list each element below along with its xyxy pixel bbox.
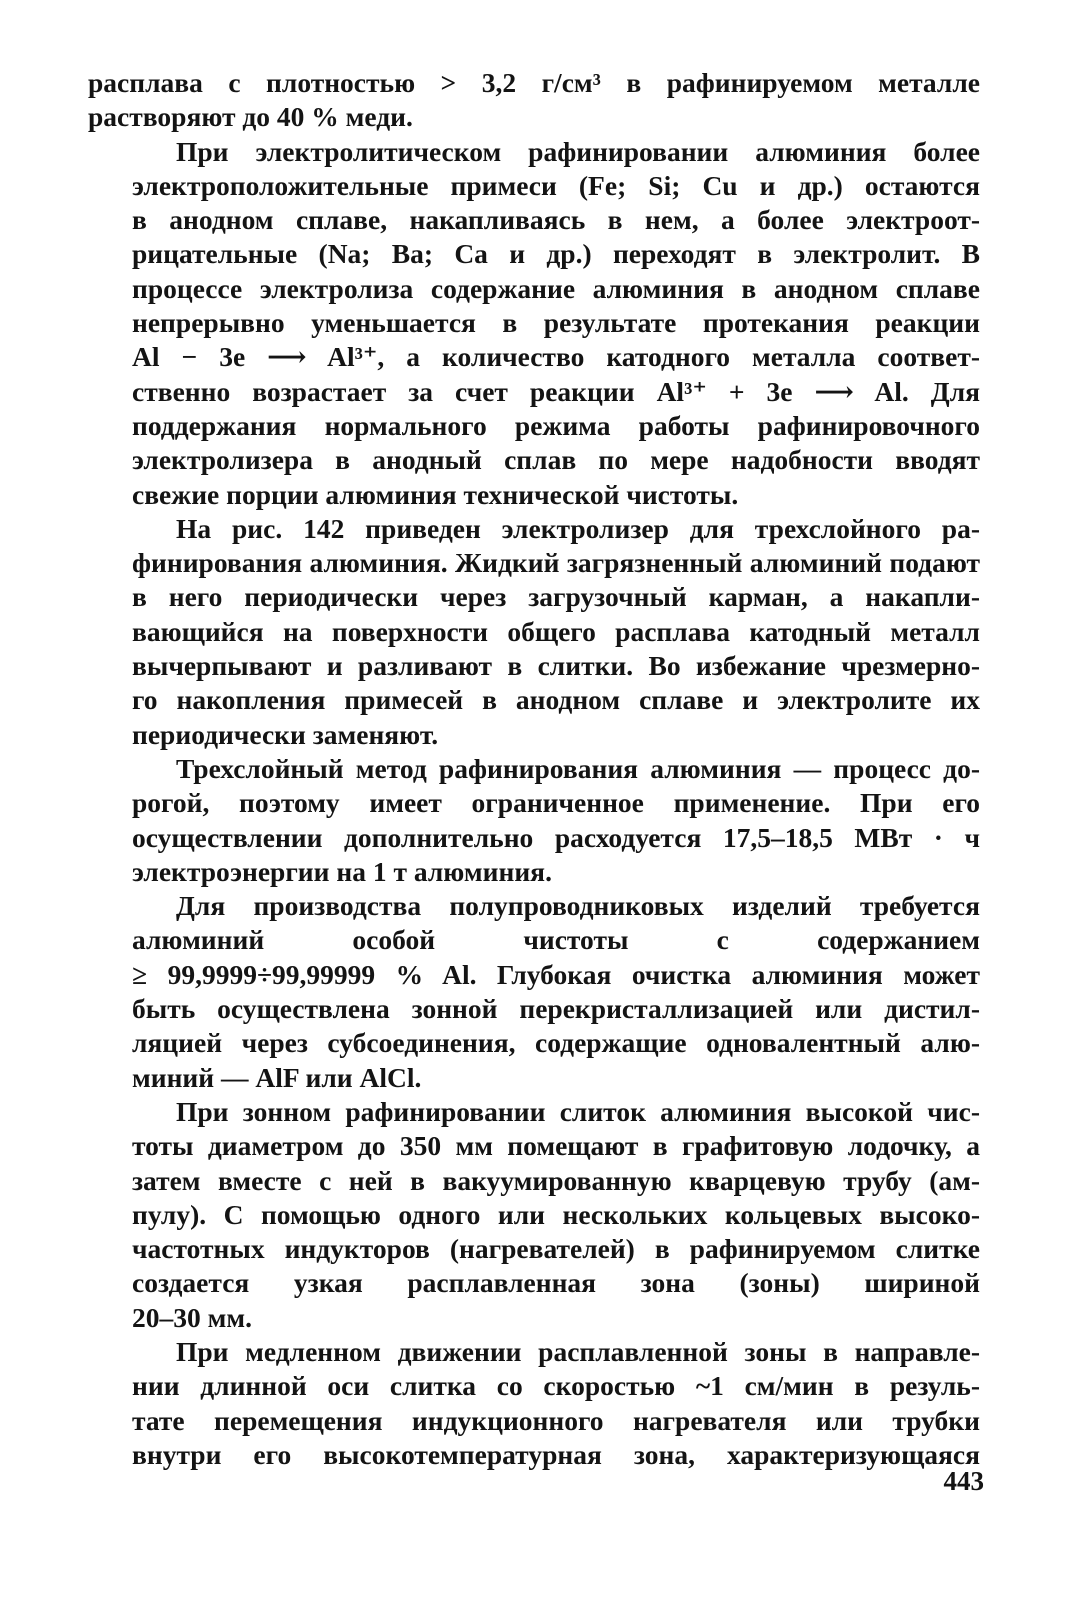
text-line: в него периодически через загрузочный карман, а накапли-: [132, 581, 980, 613]
text-line: 20–30 мм.: [132, 1301, 252, 1333]
text-line: пулу). С помощью одного или нескольких кольцевых высоко-: [132, 1198, 980, 1230]
text-line: При зонном рафинировании слиток алюминия высокой чис-: [176, 1095, 980, 1127]
text-line: финирования алюминия. Жидкий загрязненный алюминий подают: [132, 547, 980, 579]
text-line: периодически заменяют.: [132, 718, 439, 750]
text-line: ляцией через субсоединения, содержащие одновалентный алю-: [132, 1027, 980, 1059]
text-line: ственно возрастает за счет реакции Al³⁺ + 3e ⟶ Al. Для: [132, 375, 980, 407]
text-line: нии длинной оси слитка со скоростью ~1 см/мин в резуль-: [132, 1370, 980, 1402]
text-line: непрерывно уменьшается в результате протекания реакции: [132, 307, 980, 339]
text-line: поддержания нормального режима работы рафинировочного: [132, 409, 980, 441]
text-line: растворяют до 40 % меди.: [88, 101, 413, 133]
text-line: Трехслойный метод рафинирования алюминия — процесс до-: [176, 752, 980, 784]
text-line: При медленном движении расплавленной зоны в направле-: [176, 1335, 980, 1367]
text-line: рицательные (Na; Ba; Ca и др.) переходят в электролит. В: [132, 238, 980, 270]
text-line: внутри его высокотемпературная зона, характеризующаяся: [132, 1438, 980, 1470]
paragraph: [88, 512, 980, 752]
text-line: миний — AlF или AlCl.: [132, 1061, 422, 1093]
text-line: в анодном сплаве, накапливаясь в нем, а более электроот-: [132, 204, 980, 236]
text-line: электролизера в анодный сплав по мере надобности вводят: [132, 444, 980, 476]
text-line: При электролитическом рафинировании алюминия более: [176, 135, 980, 167]
paragraph: [88, 66, 980, 135]
text-line: На рис. 142 приведен электролизер для трехслойного ра-: [176, 512, 980, 544]
text-line: го накопления примесей в анодном сплаве и электролите их: [132, 684, 980, 716]
text-line: электроположительные примеси (Fe; Si; Cu и др.) остаются: [132, 169, 980, 201]
paragraph: [88, 135, 980, 512]
text-line: тате перемещения индукционного нагревателя или трубки: [132, 1404, 980, 1436]
text-line: Для производства полупроводниковых изделий требуется: [176, 890, 980, 922]
paragraph: [88, 1095, 980, 1335]
text-line: вычерпывают и разливают в слитки. Во избежание чрезмерно-: [132, 650, 980, 682]
paragraph: [88, 752, 980, 889]
text-line: алюминий особой чистоты с содержанием: [132, 924, 980, 956]
text-line: Al − 3e ⟶ Al³⁺, а количество катодного металла соответ-: [132, 341, 980, 373]
text-line: ≥ 99,9999÷99,99999 % Al. Глубокая очистка алюминия может: [132, 958, 980, 990]
paragraph: [88, 889, 980, 1095]
text-line: расплава с плотностью > 3,2 г/см³ в рафинируемом металле: [88, 67, 980, 98]
paragraph-list: [88, 66, 980, 1472]
text-line: вающийся на поверхности общего расплава катодный металл: [132, 615, 980, 647]
paragraph: [88, 1335, 980, 1472]
text-line: рогой, поэтому имеет ограниченное применение. При его: [132, 787, 980, 819]
text-line: затем вместе с ней в вакуумированную кварцевую трубу (ам-: [132, 1164, 980, 1196]
page-number: 443: [943, 1466, 984, 1496]
text-line: частотных индукторов (нагревателей) в рафинируемом слитке: [132, 1233, 980, 1265]
text-line: процессе электролиза содержание алюминия в анодном сплаве: [132, 272, 980, 304]
page-body: [88, 66, 980, 1472]
text-line: быть осуществлена зонной перекристаллизацией или дистил-: [132, 993, 980, 1025]
text-line: свежие порции алюминия технической чистоты.: [132, 478, 739, 510]
text-line: электроэнергии на 1 т алюминия.: [132, 855, 552, 887]
text-line: осуществлении дополнительно расходуется 17,5–18,5 МВт · ч: [132, 821, 980, 853]
text-line: тоты диаметром до 350 мм помещают в графитовую лодочку, а: [132, 1130, 980, 1162]
text-line: создается узкая расплавленная зона (зоны) шириной: [132, 1267, 980, 1299]
